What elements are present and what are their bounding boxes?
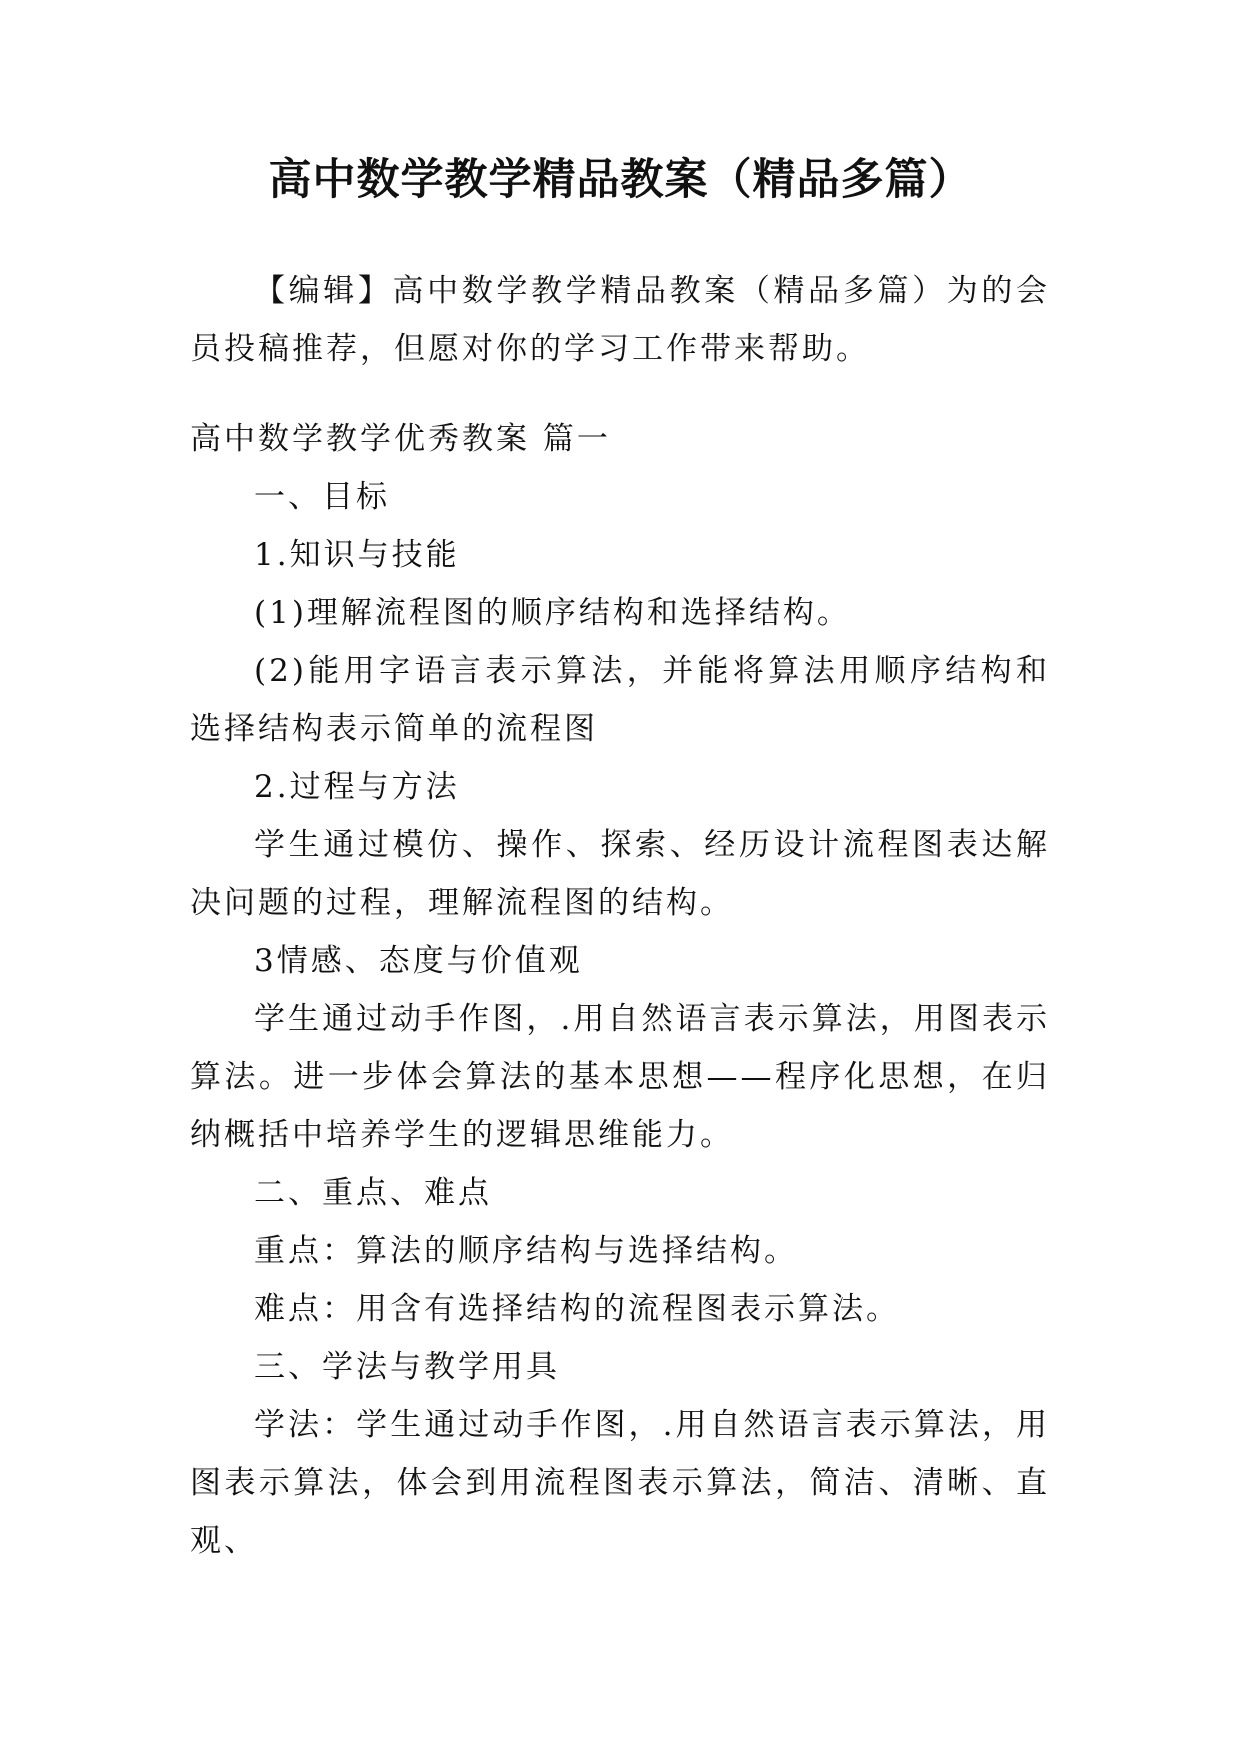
section-body: [190, 410, 1050, 1570]
paragraph-methods-heading: 三、学法与教学用具: [254, 1349, 560, 1385]
intro-block: [190, 262, 1050, 378]
paragraph-knowledge-skills: 1.知识与技能: [254, 537, 460, 573]
section-heading: 高中数学教学优秀教案 篇一: [190, 421, 611, 457]
paragraph-process-text: 学生通过模仿、操作、探索、经历设计流程图表达解决问题的过程，理解流程图的结构。: [190, 827, 1050, 921]
paragraph-process-method: 2.过程与方法: [254, 769, 460, 805]
paragraph-goals-heading: 一、目标: [254, 479, 390, 515]
paragraph-item-2: (2)能用字语言表示算法，并能将算法用顺序结构和选择结构表示简单的流程图: [190, 653, 1050, 747]
paragraph-key-point: 重点：算法的顺序结构与选择结构。: [254, 1233, 798, 1269]
paragraph-key-points-heading: 二、重点、难点: [254, 1175, 492, 1211]
paragraph-difficulty: 难点：用含有选择结构的流程图表示算法。: [254, 1291, 900, 1327]
paragraph-values-heading: 3情感、态度与价值观: [254, 943, 583, 979]
document-title: 高中数学教学精品教案（精品多篇）: [268, 155, 973, 205]
paragraph-values-text: 学生通过动手作图，.用自然语言表示算法，用图表示算法。进一步体会算法的基本思想——程序化思想，在归纳概括中培养学生的逻辑思维能力。: [190, 1001, 1050, 1153]
paragraph-item-1: (1)理解流程图的顺序结构和选择结构。: [254, 595, 851, 631]
paragraph-methods-text: 学法：学生通过动手作图，.用自然语言表示算法，用图表示算法，体会到用流程图表示算法，简洁、清晰、直观、: [190, 1407, 1050, 1559]
intro-paragraph: 【编辑】高中数学教学精品教案（精品多篇）为的会员投稿推荐，但愿对你的学习工作带来帮助。: [190, 273, 1050, 367]
